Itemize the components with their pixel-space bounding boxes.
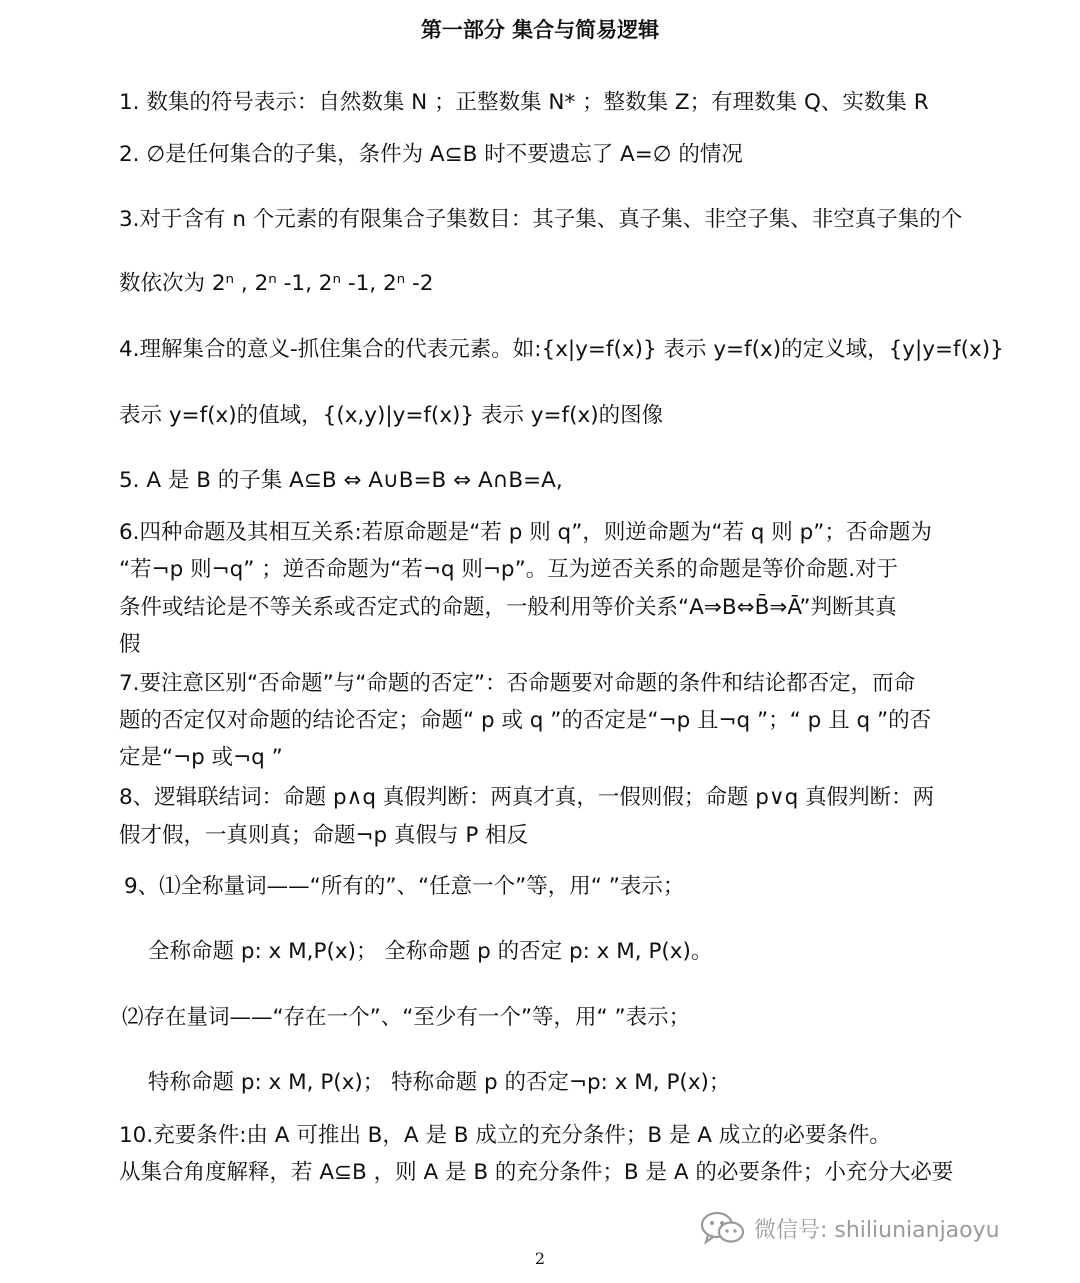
- item-7-line-1: 7.要注意区别“否命题”与“命题的否定”：否命题要对命题的条件和结论都否定，而命: [119, 671, 916, 696]
- item-1: 1. 数集的符号表示：自然数集 N ；正整数集 N* ；整数集 Z；有理数集 Q、实数集 R: [119, 90, 929, 115]
- item-8-line-1: 8、逻辑联结词：命题 p∧q 真假判断：两真才真，一假则假；命题 p∨q 真假判断：两: [119, 785, 935, 810]
- item-10-line-1: 10.充要条件:由 A 可推出 B，A 是 B 成立的充分条件；B 是 A 成立的必要条件。: [119, 1123, 891, 1148]
- item-4-line-1: 4.理解集合的意义-抓住集合的代表元素。如:{x|y=f(x)} 表示 y=f(x)的定义域，{y|y=f(x)}: [119, 337, 1004, 362]
- item-7-line-2: 题的否定仅对命题的结论否定；命题“ p 或 q ”的否定是“¬p 且¬q ”；“ p 且 q ”的否: [119, 708, 932, 733]
- item-9-universal-proposition: 全称命题 p: x M,P(x)； 全称命题 p 的否定 p: x M, P(x)。: [148, 939, 713, 964]
- item-9-universal-quantifier: 9、⑴全称量词——“所有的”、“任意一个”等，用“ ”表示；: [124, 874, 685, 899]
- item-9-existential-proposition: 特称命题 p: x M, P(x)； 特称命题 p 的否定¬p: x M, P(x)；: [148, 1070, 731, 1095]
- item-10-line-2: 从集合角度解释，若 A⊆B ，则 A 是 B 的充分条件；B 是 A 的必要条件；小充分大必要: [119, 1160, 954, 1185]
- item-9-existential-quantifier: ⑵存在量词——“存在一个”、“至少有一个”等，用“ ”表示；: [122, 1005, 691, 1030]
- item-7-line-3: 定是“¬p 或¬q ”: [119, 745, 283, 770]
- item-5: 5. A 是 B 的子集 A⊆B ⇔ A∪B=B ⇔ A∩B=A,: [119, 468, 563, 493]
- item-3-line-2: 数依次为 2ⁿ , 2ⁿ -1, 2ⁿ -1, 2ⁿ -2: [119, 271, 434, 296]
- item-3-line-1: 3.对于含有 n 个元素的有限集合子集数目：其子集、真子集、非空子集、非空真子集的个: [119, 207, 963, 232]
- watermark-text: 微信号: shiliunianjaoyu: [754, 1217, 1000, 1243]
- wechat-watermark: [700, 1210, 1000, 1246]
- item-8-line-2: 假才假，一真则真；命题¬p 真假与 P 相反: [119, 823, 529, 848]
- item-6-line-4: 假: [119, 632, 141, 657]
- wechat-icon: [700, 1210, 746, 1246]
- item-6-line-1: 6.四种命题及其相互关系:若原命题是“若 p 则 q”，则逆命题为“若 q 则 p”；否命题为: [119, 520, 932, 545]
- page-number: 2: [534, 1249, 546, 1268]
- item-2: 2. ∅是任何集合的子集，条件为 A⊆B 时不要遗忘了 A=∅ 的情况: [119, 142, 743, 167]
- item-6-line-3: 条件或结论是不等关系或否定式的命题，一般利用等价关系“A⇒B⇔B̄⇒Ā”判断其真: [119, 595, 897, 620]
- item-6-line-2: “若¬p 则¬q” ；逆否命题为“若¬q 则¬p”。互为逆否关系的命题是等价命题.对于: [119, 557, 899, 582]
- item-4-line-2: 表示 y=f(x)的值域，{(x,y)|y=f(x)} 表示 y=f(x)的图像: [119, 403, 664, 428]
- page-title: 第一部分 集合与简易逻辑: [420, 18, 660, 42]
